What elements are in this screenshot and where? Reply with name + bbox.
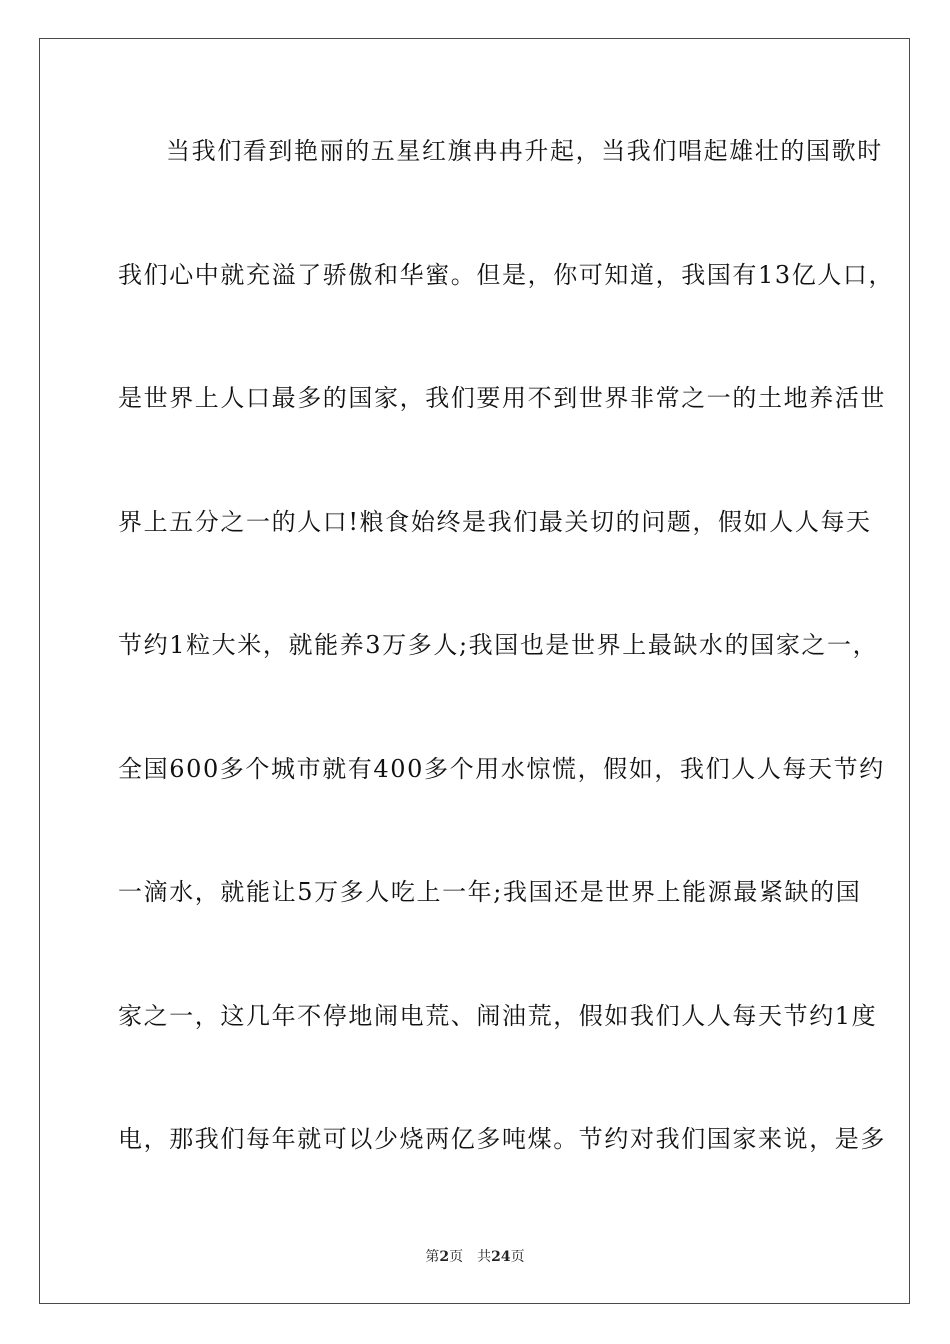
page-footer bbox=[0, 1247, 950, 1267]
text-line-8: 家之一，这几年不停地闹电荒、闹油荒，假如我们人人每天节约1度 bbox=[118, 1001, 878, 1030]
total-label-prefix: 共 bbox=[477, 1249, 492, 1265]
total-pages: 24 bbox=[491, 1249, 511, 1265]
text-line-6: 全国600多个城市就有400多个用水惊慌，假如，我们人人每天节约 bbox=[118, 754, 885, 783]
page-label-prefix: 第 bbox=[425, 1249, 440, 1265]
body-paragraph bbox=[118, 126, 895, 1238]
page-label-suffix: 页 bbox=[449, 1249, 464, 1265]
total-label-suffix: 页 bbox=[510, 1249, 525, 1265]
text-line-2: 我们心中就充溢了骄傲和华蜜。但是，你可知道，我国有13亿人口， bbox=[118, 260, 895, 289]
text-line-7: 一滴水，就能让5万多人吃上一年;我国还是世界上能源最紧缺的国 bbox=[118, 878, 862, 906]
text-line-5: 节约1粒大米，就能养3万多人;我国也是世界上最缺水的国家之一， bbox=[118, 631, 879, 659]
text-line-9: 电，那我们每年就可以少烧两亿多吨煤。节约对我们国家来说，是多 bbox=[118, 1125, 886, 1153]
page-number: 2 bbox=[439, 1249, 450, 1265]
text-line-3: 是世界上人口最多的国家，我们要用不到世界非常之一的土地养活世 bbox=[118, 384, 886, 412]
text-line-1: 当我们看到艳丽的五星红旗冉冉升起，当我们唱起雄壮的国歌时 bbox=[166, 137, 883, 165]
text-line-4: 界上五分之一的人口!粮食始终是我们最关切的问题，假如人人每天 bbox=[118, 507, 872, 536]
